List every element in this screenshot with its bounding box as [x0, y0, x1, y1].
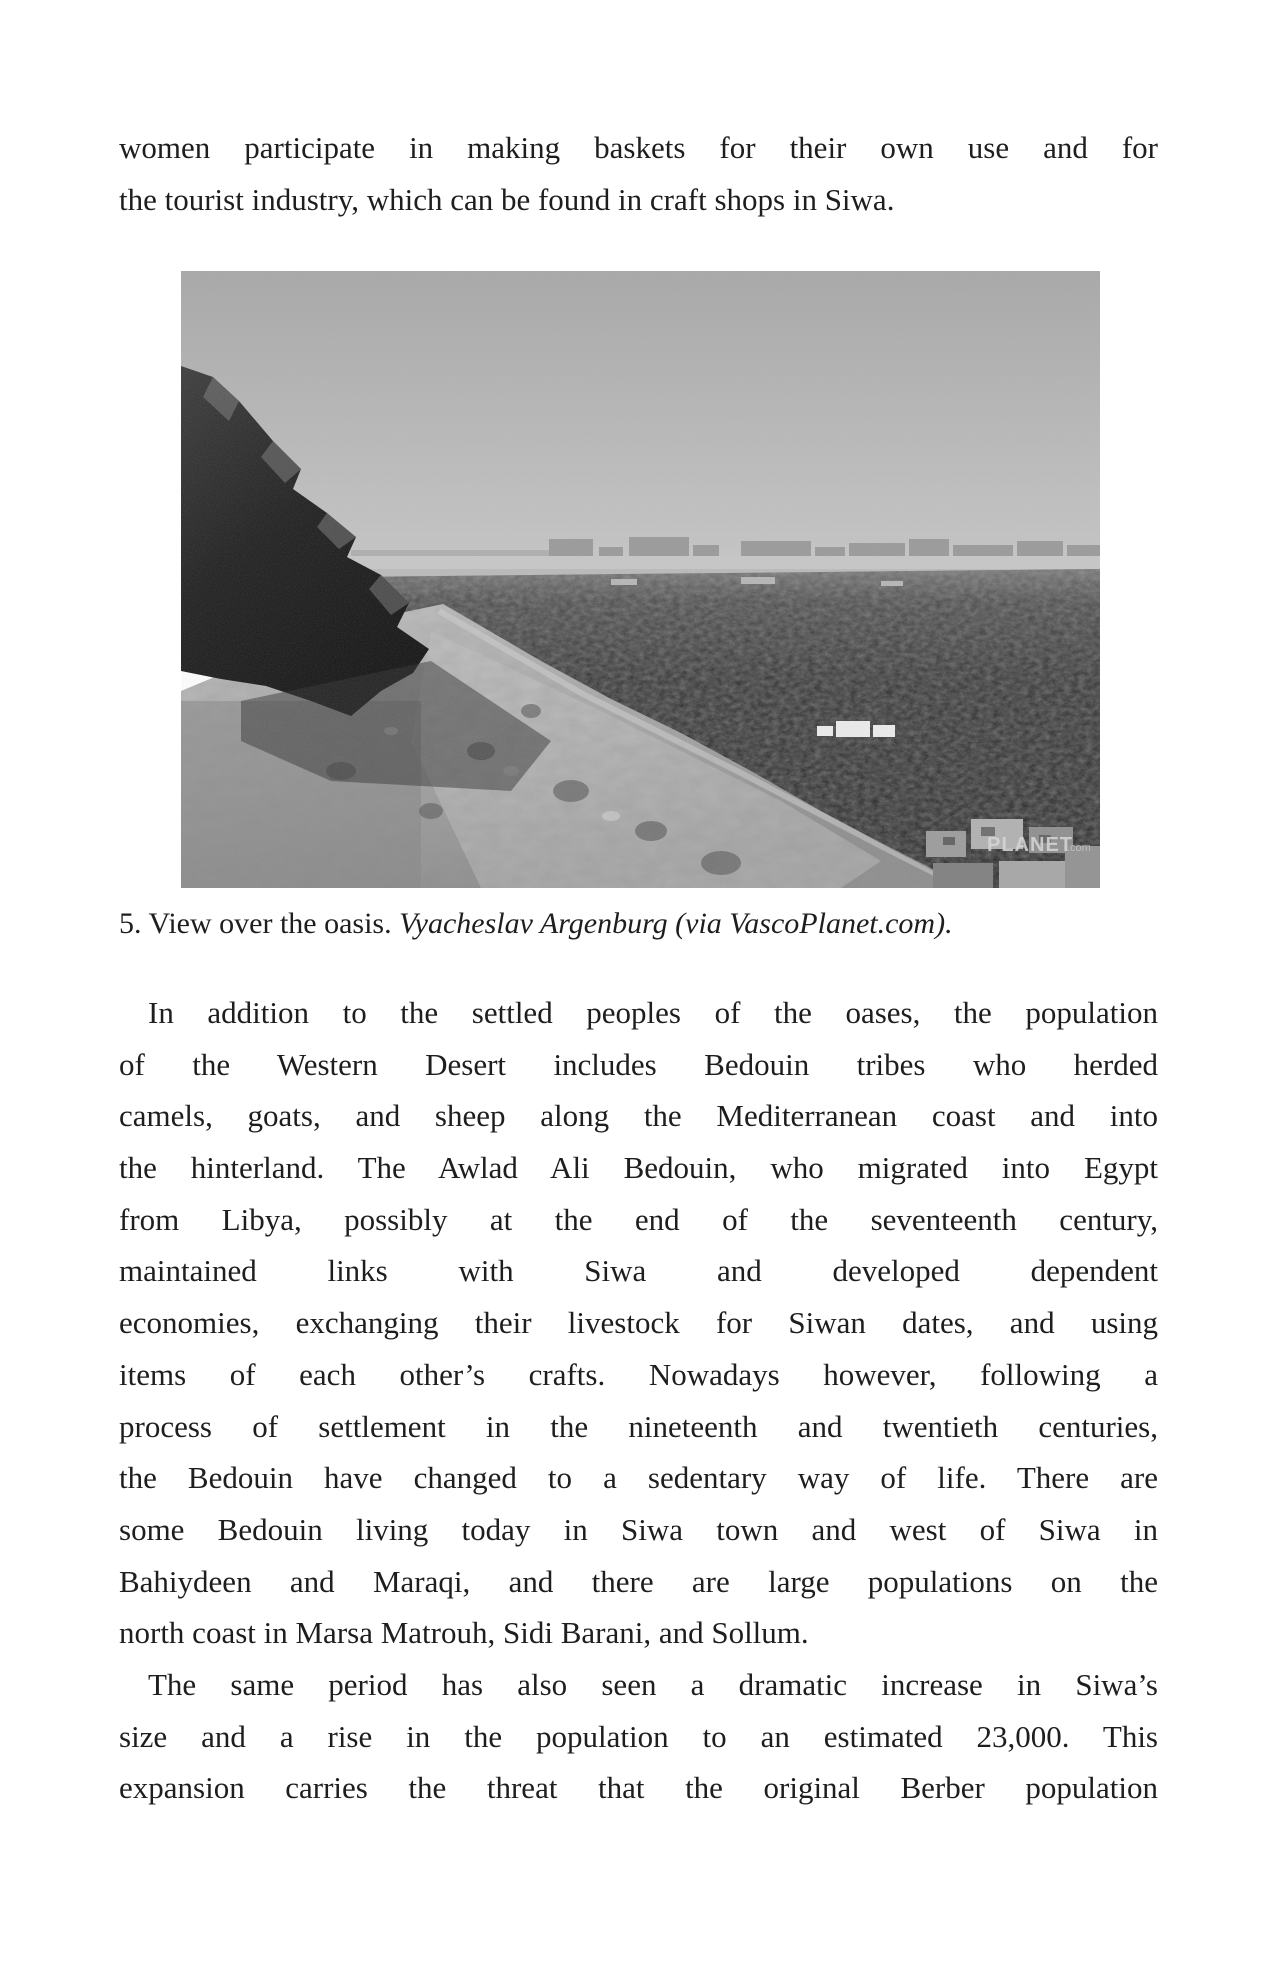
text-line: women participate in making baskets for their own use and for — [119, 130, 1158, 165]
figure-caption — [119, 903, 1158, 945]
caption-label: 5. View over the oasis. — [119, 907, 392, 940]
text-line: maintained links with Siwa and developed dependent — [119, 1253, 1158, 1289]
text-line: size and a rise in the population to an estimated 23,000. This — [119, 1718, 1158, 1754]
text-line: of the Western Desert includes Bedouin tribes who herded — [119, 1046, 1158, 1082]
body-paragraphs — [119, 987, 1158, 1814]
text-line: the hinterland. The Awlad Ali Bedouin, who migrated into Egypt — [119, 1150, 1158, 1186]
text-line: north coast in Marsa Matrouh, Sidi Barani, and Sollum. — [119, 1615, 809, 1651]
text-line: some Bedouin living today in Siwa town and west of Siwa in — [119, 1511, 1158, 1547]
text-line: In addition to the settled peoples of the oases, the population — [148, 995, 1158, 1030]
text-line: process of settlement in the nineteenth and twentieth centuries, — [119, 1408, 1158, 1444]
text-line: the tourist industry, which can be found in craft shops in Siwa. — [119, 181, 895, 217]
text-line: economies, exchanging their livestock for Siwan dates, and using — [119, 1305, 1158, 1341]
text-line: The same period has also seen a dramatic increase in Siwa’s — [148, 1666, 1158, 1702]
oasis-photo-art — [181, 271, 1100, 888]
text-line: expansion carries the threat that the original Berber population — [119, 1770, 1158, 1806]
text-line: the Bedouin have changed to a sedentary way of life. There are — [119, 1460, 1158, 1496]
text-line: Bahiydeen and Maraqi, and there are large populations on the — [119, 1563, 1158, 1599]
text-line: items of each other’s crafts. Nowadays however, following a — [119, 1356, 1158, 1392]
text-line: camels, goats, and sheep along the Mediterranean coast and into — [119, 1098, 1158, 1134]
photo-grain — [181, 271, 1100, 888]
text-line: from Libya, possibly at the end of the seventeenth century, — [119, 1201, 1158, 1237]
caption-credit: Vyacheslav Argenburg (via VascoPlanet.com). — [399, 907, 953, 940]
oasis-photo — [181, 271, 1100, 888]
top-paragraph — [119, 122, 1158, 225]
